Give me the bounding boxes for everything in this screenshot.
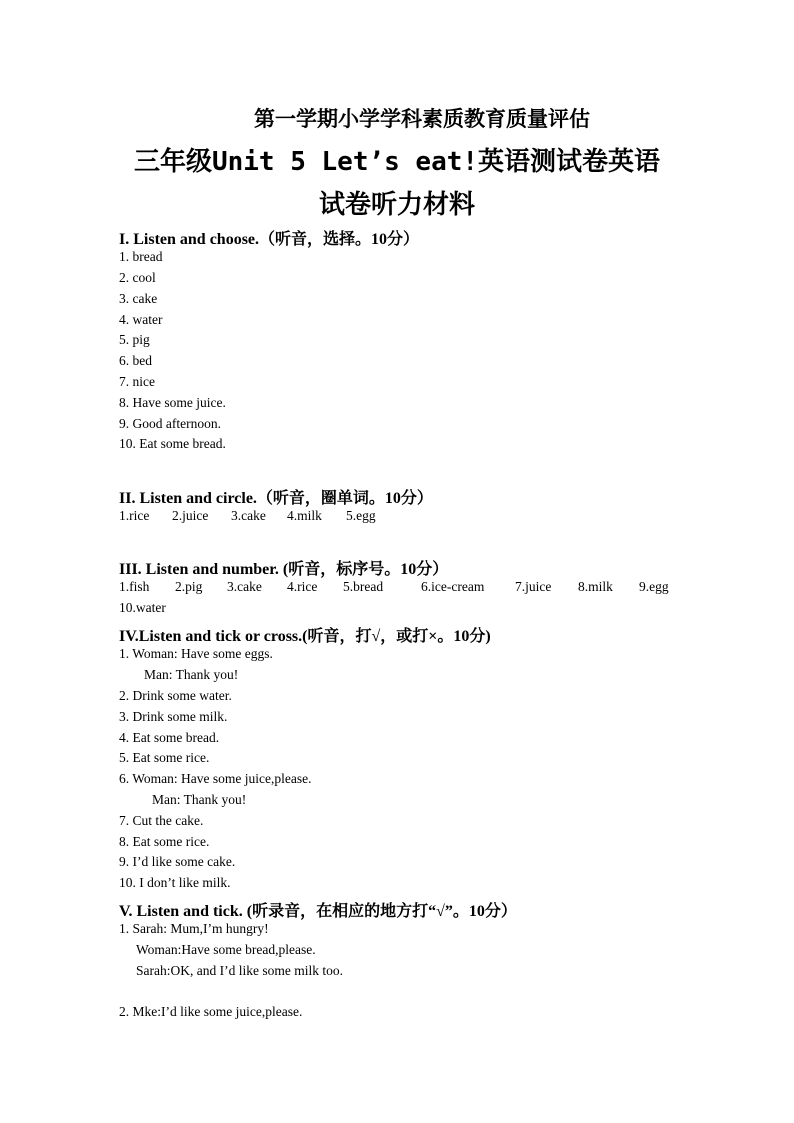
section-3-item: 6.ice-cream [421, 579, 485, 594]
title-line-2: 三年级Unit 5 Let’s eat!英语测试卷英语 [133, 147, 661, 177]
section-4-item: 7. Cut the cake. [119, 813, 204, 828]
section-2-item: 2.juice [172, 508, 209, 523]
section-3-item: 9.egg [639, 579, 669, 594]
section-4-item: 5. Eat some rice. [119, 750, 210, 765]
section-4-item: 9. I’d like some cake. [119, 854, 236, 869]
section-5-item: Woman:Have some bread,please. [136, 942, 316, 957]
section-5-item: 2. Mke:I’d like some juice,please. [119, 1004, 303, 1019]
section-4-item: 4. Eat some bread. [119, 730, 220, 745]
section-3-item: 4.rice [287, 579, 318, 594]
section-1-item: 6. bed [119, 353, 152, 368]
section-1-heading: I. Listen and choose.（听音，选择。10分） [119, 231, 420, 248]
section-4-item: 6. Woman: Have some juice,please. [119, 771, 312, 786]
section-3-heading: III. Listen and number. (听音，标序号。10分） [119, 561, 449, 578]
section-3-item: 8.milk [578, 579, 613, 594]
section-1-item: 2. cool [119, 270, 156, 285]
section-4-item: 2. Drink some water. [119, 688, 232, 703]
title-line-3: 试卷听力材料 [318, 190, 475, 220]
section-4-item: 1. Woman: Have some eggs. [119, 646, 273, 661]
section-2-heading: II. Listen and circle.（听音，圈单词。10分） [119, 490, 433, 507]
section-3-item: 3.cake [227, 579, 262, 594]
section-1-item: 10. Eat some bread. [119, 436, 226, 451]
title-line-1: 第一学期小学学科素质教育质量评估 [254, 107, 590, 131]
section-2-item: 1.rice [119, 508, 150, 523]
section-4-item: 10. I don’t like milk. [119, 875, 231, 890]
section-2-item: 3.cake [231, 508, 266, 523]
section-1-item: 3. cake [119, 291, 158, 306]
section-2-item: 4.milk [287, 508, 322, 523]
section-5-heading: V. Listen and tick. (听录音，在相应的地方打“√”。10分） [119, 903, 517, 920]
section-3-item: 1.fish [119, 579, 150, 594]
section-3-item: 7.juice [515, 579, 552, 594]
section-5-item: Sarah:OK, and I’d like some milk too. [136, 963, 343, 978]
section-1-item: 4. water [119, 312, 163, 327]
section-4-item: 8. Eat some rice. [119, 834, 210, 849]
section-4-item: Man: Thank you! [144, 667, 239, 682]
section-1-item: 8. Have some juice. [119, 395, 226, 410]
section-4-item: 3. Drink some milk. [119, 709, 228, 724]
section-3-item: 2.pig [175, 579, 203, 594]
section-1-item: 7. nice [119, 374, 155, 389]
section-2-item: 5.egg [346, 508, 376, 523]
section-1-item: 5. pig [119, 332, 150, 347]
section-3-item: 5.bread [343, 579, 384, 594]
section-5-item: 1. Sarah: Mum,I’m hungry! [119, 921, 269, 936]
section-3-item: 10.water [119, 600, 166, 615]
section-4-heading: IV.Listen and tick or cross.(听音，打√，或打×。10分) [119, 628, 491, 645]
section-4-item: Man: Thank you! [152, 792, 247, 807]
section-1-item: 9. Good afternoon. [119, 416, 221, 431]
section-1-item: 1. bread [119, 249, 163, 264]
